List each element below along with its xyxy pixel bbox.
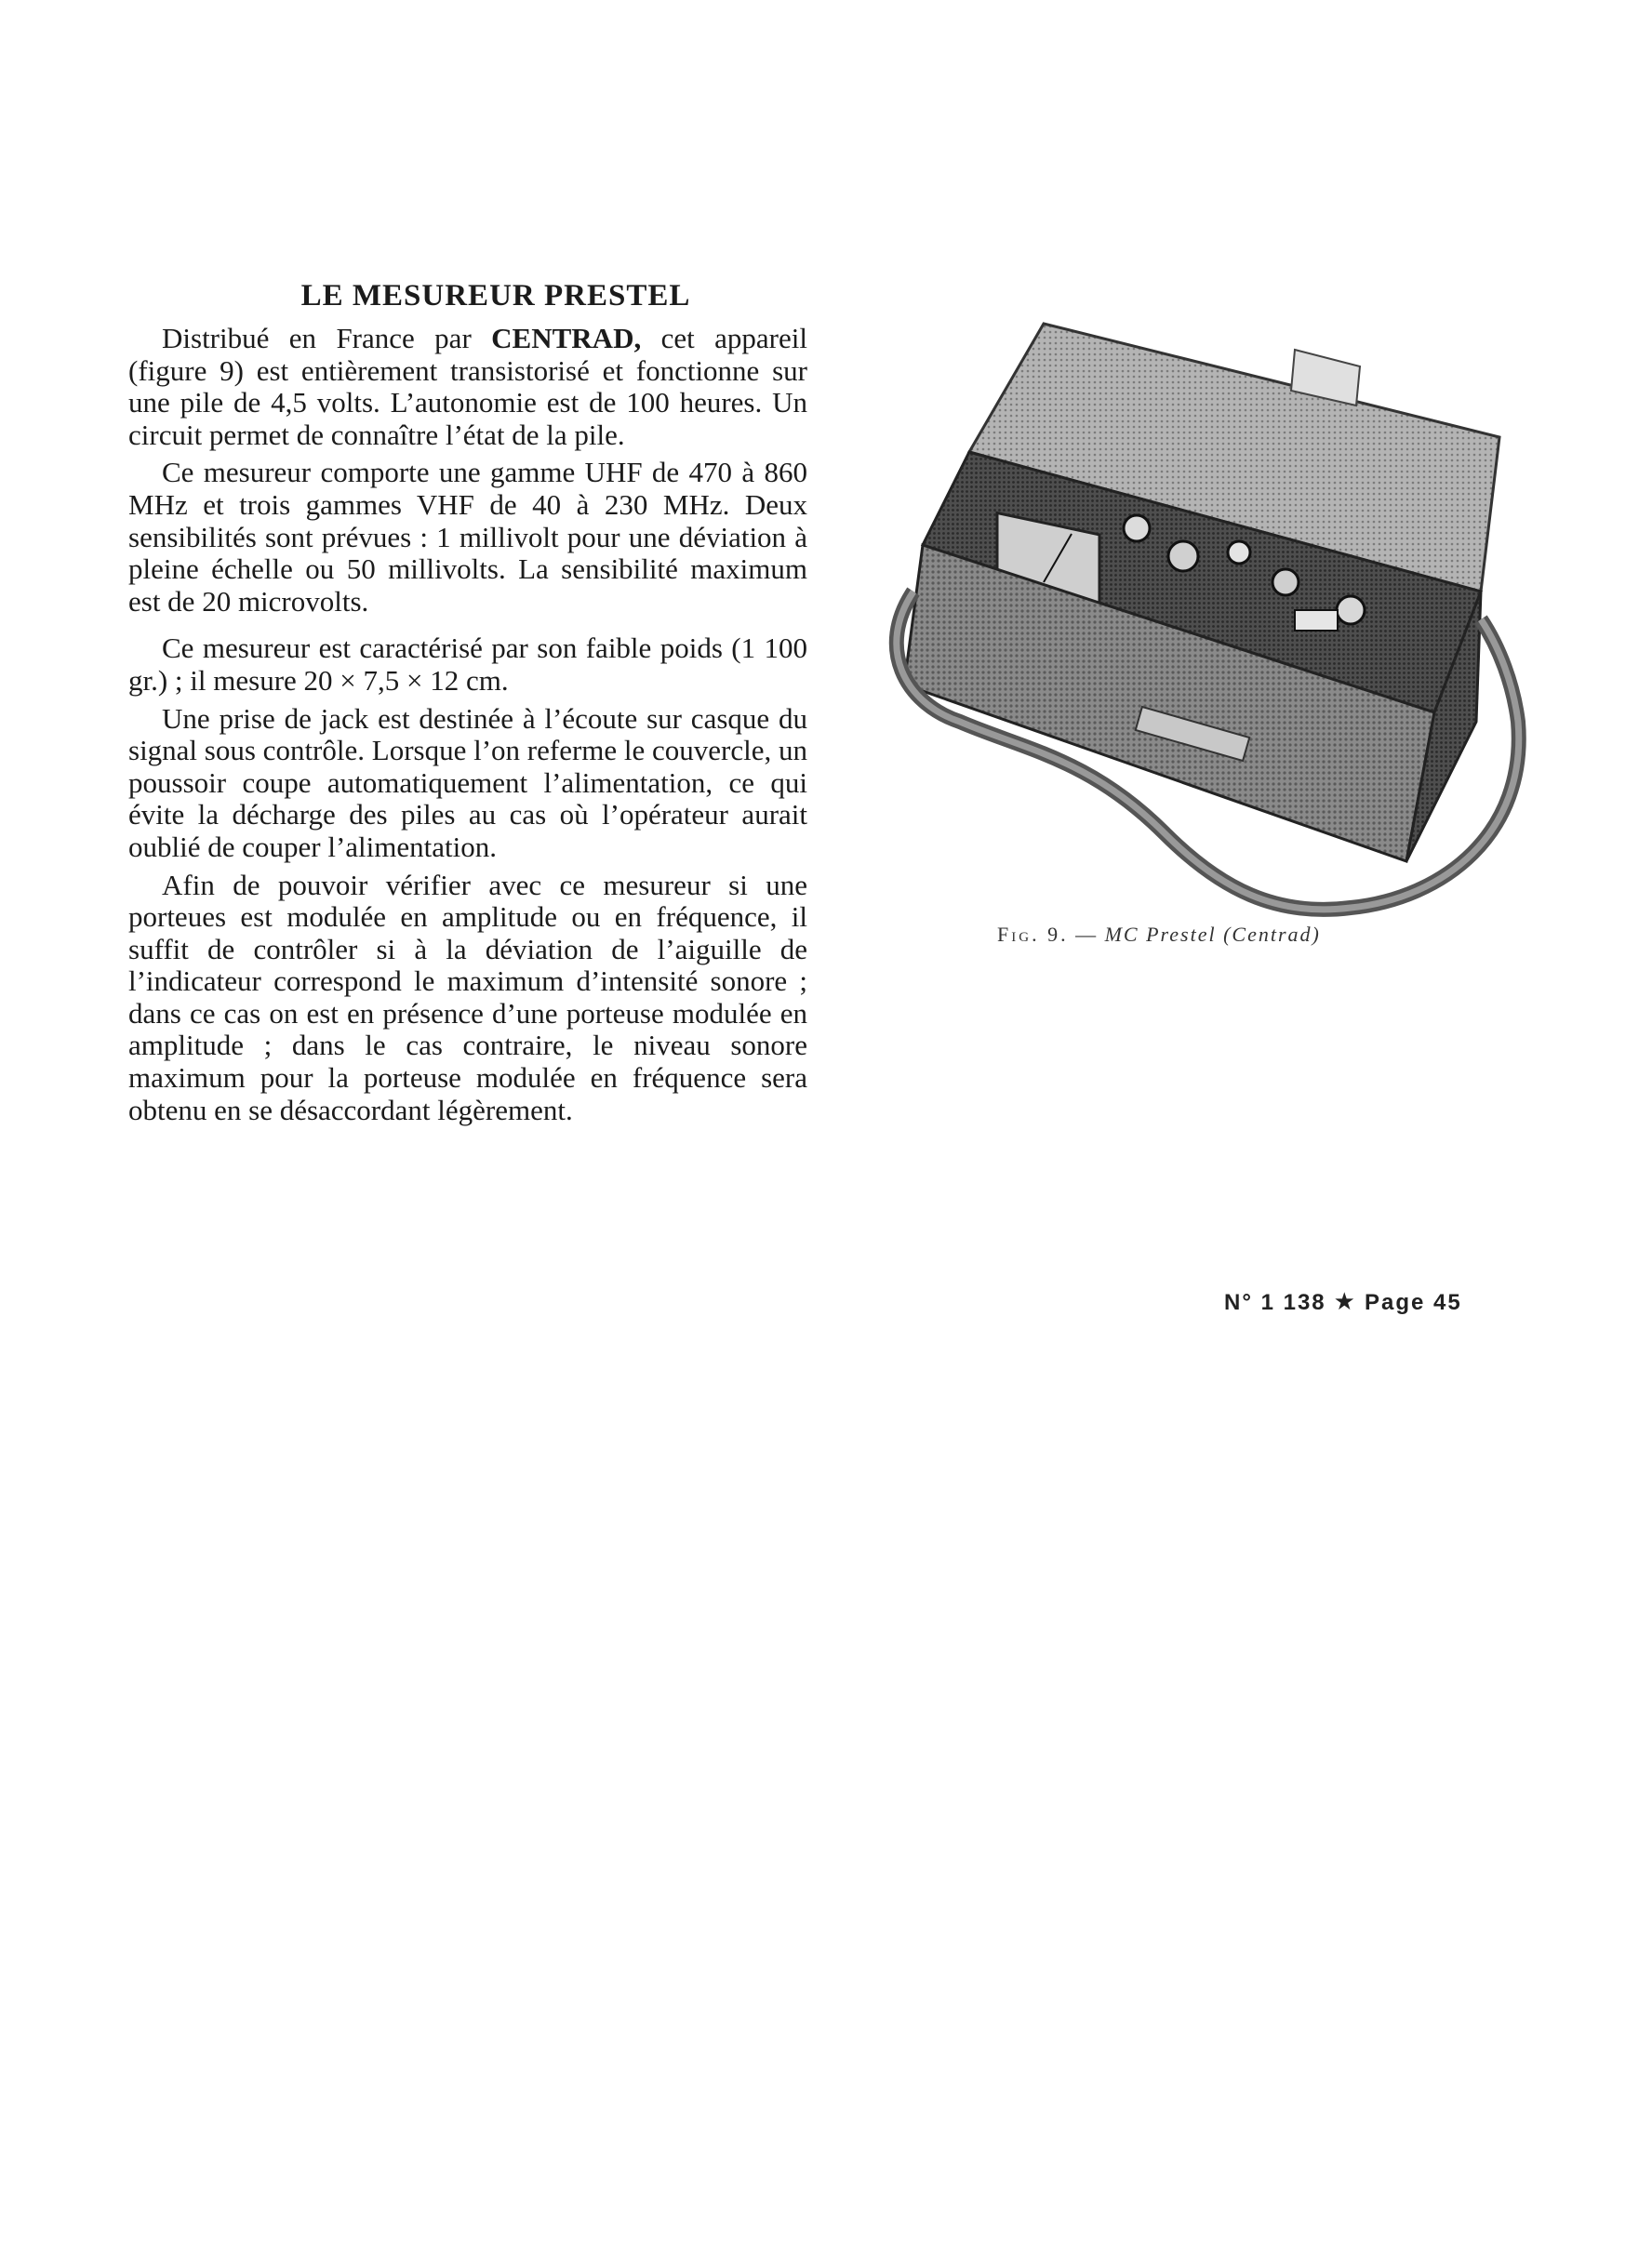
- brand-name: CENTRAD,: [491, 322, 642, 354]
- knob: [1337, 596, 1365, 624]
- knob: [1168, 541, 1198, 571]
- knob: [1124, 515, 1150, 541]
- paragraph-5: Afin de pouvoir vérifier avec ce mesureur si une porteues est modulée en amplitude ou en fréquence, il suffit de contrôler si à la déviation de l’aiguille de l’indicateur correspond le maximum d’intensité sonore ; dans ce cas on est en présence d’une porteuse modulée en amplitude ; dans le cas contraire, le niveau sonore maximum pour la porteuse modulée en fréquence sera obtenu en se désaccordant légèrement.: [128, 868, 807, 1126]
- caption-label: Fig. 9.: [997, 923, 1069, 946]
- page-number: Page 45: [1364, 1290, 1462, 1315]
- issue-number: N° 1 138: [1224, 1290, 1326, 1315]
- figure-caption: [997, 923, 1462, 947]
- paragraph-2: Ce mesureur comporte une gamme UHF de 470 à 860 MHz et trois gammes VHF de 40 à 230 MHz. Deux sensibilités sont prévues : 1 millivolt pour une déviation à pleine échelle ou 50 millivolts. La sensibilité maximum est de 20 microvolts.: [128, 456, 807, 618]
- paragraph-4: Une prise de jack est destinée à l’écoute sur casque du signal sous contrôle. Lorsque l’on referme le couvercle, un poussoir coupe automatiquement l’alimentation, ce qui évite la décharge des piles au cas où l’opérateur aurait oublié de couper l’alimentation.: [128, 701, 807, 863]
- device-photo: [886, 312, 1537, 926]
- caption-dash: —: [1068, 923, 1105, 946]
- knob: [1272, 569, 1299, 595]
- star-separator: ★: [1333, 1287, 1357, 1315]
- paragraph-1: [128, 323, 807, 451]
- paragraph-3: Ce mesureur est caractérisé par son faible poids (1 100 gr.) ; il mesure 20 × 7,5 × 12 cm.: [128, 632, 807, 697]
- knob: [1228, 541, 1250, 564]
- paragraph-1-lead: Distribué en France par: [162, 322, 492, 354]
- article-column: [128, 279, 807, 1141]
- article-title: LE MESUREUR PRESTEL: [300, 279, 691, 312]
- paragraph-1-rest: cet appareil (figure 9) est entièrement transistorisé et fonctionne sur une pile de 4,5 volts. L’autonomie est de 100 heures. Un circuit permet de connaître l’état de la pile.: [128, 322, 807, 451]
- switch: [1295, 610, 1338, 631]
- page-footer: [1224, 1287, 1462, 1316]
- caption-text: MC Prestel (Centrad): [1104, 923, 1321, 946]
